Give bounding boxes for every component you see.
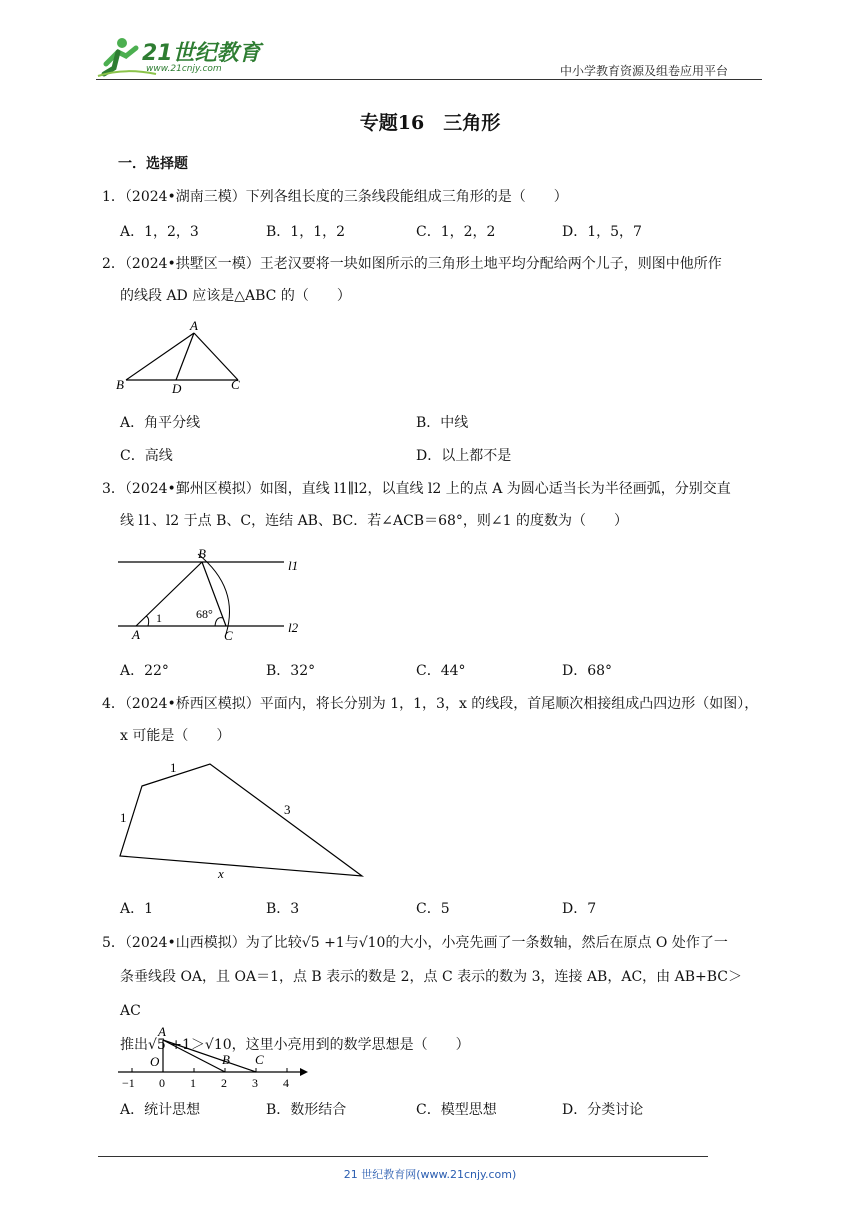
q1-option-a[interactable]: A．1，2，3 <box>120 224 199 240</box>
q1-option-c[interactable]: C．1，2，2 <box>416 224 496 240</box>
label-b: B <box>116 377 124 392</box>
header-divider <box>96 79 762 80</box>
angle-68-label: 68° <box>196 607 213 621</box>
question-text: 1．（2024•湖南三模）下列各组长度的三条线段能组成三角形的是（ ） <box>102 189 568 205</box>
triangle-abc-figure <box>112 318 252 396</box>
side-bottom-label: x <box>218 866 224 881</box>
tick-label: 3 <box>252 1076 258 1090</box>
label-o: O <box>150 1054 160 1069</box>
question-text: 推出√5 +1＞√10，这里小亮用到的数学思想是（ ） <box>120 1037 470 1053</box>
side-left-label: 1 <box>120 810 127 825</box>
q4-option-a[interactable]: A．1 <box>120 901 154 917</box>
q1-option-b[interactable]: B．1，1，2 <box>266 224 346 240</box>
header-tagline: 中小学教育资源及组卷应用平台 <box>560 64 729 78</box>
logo-url: www.21cnjy.com <box>146 64 222 74</box>
q3-option-c[interactable]: C．44° <box>416 663 466 679</box>
question-text: 线 l1、l2 于点 B、C，连结 AB、BC．若∠ACB＝68°，则∠1 的度数为（ ） <box>120 513 628 529</box>
q2-option-c[interactable]: C．高线 <box>120 448 173 464</box>
label-c: C <box>255 1052 264 1067</box>
label-a: A <box>158 1024 166 1039</box>
label-c: C <box>224 628 233 643</box>
section-heading: 一．选择题 <box>118 156 188 172</box>
tick-label: 4 <box>283 1076 289 1090</box>
question-text: 4．（2024•桥西区模拟）平面内，将长分别为 1，1，3，x 的线段，首尾顺次相接组成凸四边形（如图）， <box>102 696 759 712</box>
side-right-label: 3 <box>284 802 291 817</box>
q2-option-a[interactable]: A．角平分线 <box>120 415 201 431</box>
label-c: C <box>231 377 240 392</box>
question-text: 5．（2024•山西模拟）为了比较√5 +1与√10的大小，小亮先画了一条数轴，然后在原点 O 处作了一 <box>102 935 728 951</box>
tick-label: −1 <box>122 1076 135 1090</box>
label-b: B <box>222 1052 230 1067</box>
q2-option-d[interactable]: D．以上都不是 <box>416 448 512 464</box>
label-a: A <box>132 627 140 642</box>
question-2 <box>102 248 762 312</box>
side-top-label: 1 <box>170 760 177 775</box>
angle-1-label: 1 <box>156 611 162 625</box>
label-l1: l1 <box>288 558 299 573</box>
question-text: 2．（2024•拱墅区一模）王老汉要将一块如图所示的三角形土地平均分配给两个儿子，则图中他所作 <box>102 256 722 272</box>
parallel-lines-figure <box>112 544 312 644</box>
tick-label: 2 <box>221 1076 227 1090</box>
page-title: 专题16 三角形 <box>359 112 501 134</box>
label-l2: l2 <box>288 620 299 635</box>
question-4 <box>102 688 762 752</box>
label-b: B <box>198 546 206 561</box>
q5-option-b[interactable]: B．数形结合 <box>266 1102 347 1118</box>
q3-option-a[interactable]: A．22° <box>120 663 169 679</box>
q5-option-d[interactable]: D．分类讨论 <box>562 1102 644 1118</box>
q3-option-b[interactable]: B．32° <box>266 663 316 679</box>
number-line-figure <box>112 1020 322 1092</box>
q3-option-d[interactable]: D．68° <box>562 663 613 679</box>
question-1 <box>102 181 762 213</box>
q4-option-d[interactable]: D．7 <box>562 901 597 917</box>
footer-divider <box>98 1156 708 1157</box>
site-logo <box>96 34 266 78</box>
quadrilateral-figure <box>112 756 372 886</box>
q2-option-b[interactable]: B．中线 <box>416 415 469 431</box>
tick-label: 1 <box>190 1076 196 1090</box>
q1-option-d[interactable]: D．1，5，7 <box>562 224 642 240</box>
question-text: 3．（2024•鄞州区模拟）如图，直线 l1∥l2，以直线 l2 上的点 A 为圆心适当长为半径画弧，分别交直 <box>102 481 731 497</box>
q4-option-c[interactable]: C．5 <box>416 901 450 917</box>
logo-text: 21世纪教育 <box>142 41 261 66</box>
footer-link[interactable]: 21 世纪教育网(www.21cnjy.com) <box>343 1168 517 1181</box>
q5-option-c[interactable]: C．模型思想 <box>416 1102 497 1118</box>
q5-option-a[interactable]: A．统计思想 <box>120 1102 201 1118</box>
question-3 <box>102 473 762 537</box>
question-text: 条垂线段 OA，且 OA＝1，点 B 表示的数是 2，点 C 表示的数为 3，连接 AB，AC，由 AB+BC＞AC <box>120 969 743 1019</box>
label-d: D <box>172 381 182 396</box>
question-text: 的线段 AD 应该是△ABC 的（ ） <box>120 288 351 304</box>
tick-label: 0 <box>159 1076 165 1090</box>
label-a: A <box>190 318 198 333</box>
q4-option-b[interactable]: B．3 <box>266 901 300 917</box>
question-text: x 可能是（ ） <box>120 728 231 744</box>
